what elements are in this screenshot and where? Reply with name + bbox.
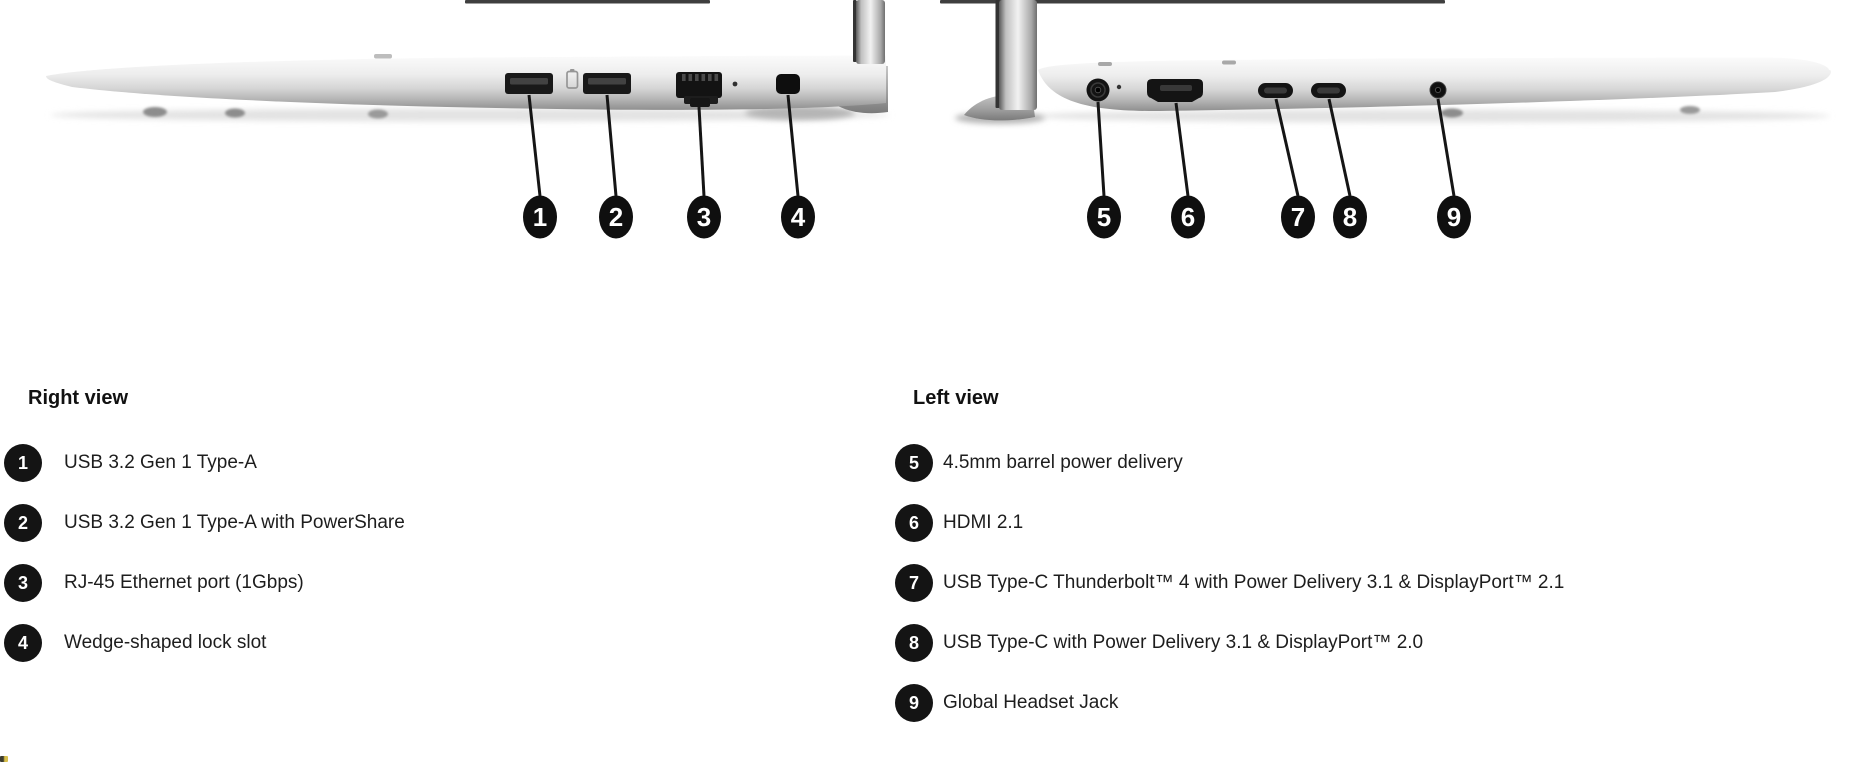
usb-a-port-2 [583, 73, 631, 94]
callout-badge: 5 [895, 444, 933, 482]
port-label: HDMI 2.1 [943, 512, 1024, 533]
status-led [1117, 85, 1121, 89]
callout-badge: 9 [895, 684, 933, 722]
rubber-foot [1680, 106, 1700, 114]
callout-number: 5 [1096, 202, 1112, 232]
laptop-left-view-photo [940, 0, 1831, 239]
callout-badge: 2 [4, 504, 42, 542]
corner-artifact [0, 756, 8, 762]
callout-badge: 7 [895, 564, 933, 602]
callout-number: 4 [790, 202, 806, 232]
rubber-foot [368, 110, 388, 119]
port-label: Wedge-shaped lock slot [64, 632, 267, 653]
lid-bumper [1222, 61, 1236, 65]
open-lid-edge [856, 0, 885, 64]
left-view-list [895, 444, 1564, 722]
callout-number: 2 [608, 202, 624, 232]
port-label: USB Type-C Thunderbolt™ 4 with Power Delivery 3.1 & DisplayPort™ 2.1 [943, 572, 1565, 593]
right-view-list [4, 444, 405, 662]
rubber-foot [1441, 109, 1463, 118]
hdmi-port [1147, 79, 1203, 102]
port-label: RJ-45 Ethernet port (1Gbps) [64, 572, 304, 593]
headset-jack [1430, 82, 1446, 98]
port-label: USB Type-C with Power Delivery 3.1 & DisplayPort™ 2.0 [943, 632, 1424, 653]
callout-badge: 8 [895, 624, 933, 662]
callout-number: 1 [532, 202, 548, 232]
legend-item-9 [895, 684, 1564, 722]
usb-c-port-1 [1258, 83, 1293, 98]
legend-item-6 [895, 504, 1564, 542]
legend-item-2 [4, 504, 405, 542]
callout-6 [1171, 103, 1205, 239]
ground-shadow [1030, 110, 1830, 123]
right-view-heading: Right view [28, 387, 129, 409]
open-lid-edge [999, 0, 1037, 110]
lid-edge-line [853, 0, 857, 62]
lid-bumper [374, 54, 392, 59]
callout-number: 6 [1180, 202, 1196, 232]
cropped-lid-top-edge [465, 0, 710, 4]
laptop-right-view-photo [46, 0, 890, 239]
laptop-side-views-image [0, 0, 1863, 250]
left-view-legend [895, 386, 1564, 722]
legend-item-5 [895, 444, 1564, 482]
right-view-legend [4, 386, 405, 662]
status-led [733, 82, 738, 87]
lid-edge-line [996, 0, 1000, 108]
legend-item-8 [895, 624, 1564, 662]
callout-badge: 1 [4, 444, 42, 482]
rubber-foot [143, 107, 167, 117]
legend-item-7 [895, 564, 1564, 602]
lid-bumper [1098, 62, 1112, 66]
callout-badge: 4 [4, 624, 42, 662]
port-label: USB 3.2 Gen 1 Type-A with PowerShare [64, 512, 405, 533]
port-label: 4.5mm barrel power delivery [943, 452, 1183, 473]
callout-5 [1087, 102, 1121, 239]
port-label: USB 3.2 Gen 1 Type-A [64, 452, 257, 473]
port-label: Global Headset Jack [943, 692, 1119, 713]
callout-badge: 6 [895, 504, 933, 542]
callout-number: 3 [696, 202, 712, 232]
callout-number: 9 [1446, 202, 1462, 232]
callout-3 [687, 107, 721, 239]
callout-badge: 3 [4, 564, 42, 602]
left-view-heading: Left view [913, 387, 999, 409]
wedge-lock-slot [776, 74, 800, 94]
legend-item-3 [4, 564, 405, 602]
legend-item-4 [4, 624, 405, 662]
usb-a-port-1 [505, 73, 553, 94]
power-barrel-port [1087, 79, 1110, 102]
callout-number: 7 [1290, 202, 1306, 232]
callout-number: 8 [1342, 202, 1358, 232]
legend-item-1 [4, 444, 405, 482]
usb-c-port-2 [1311, 83, 1346, 98]
rubber-foot [225, 109, 245, 118]
